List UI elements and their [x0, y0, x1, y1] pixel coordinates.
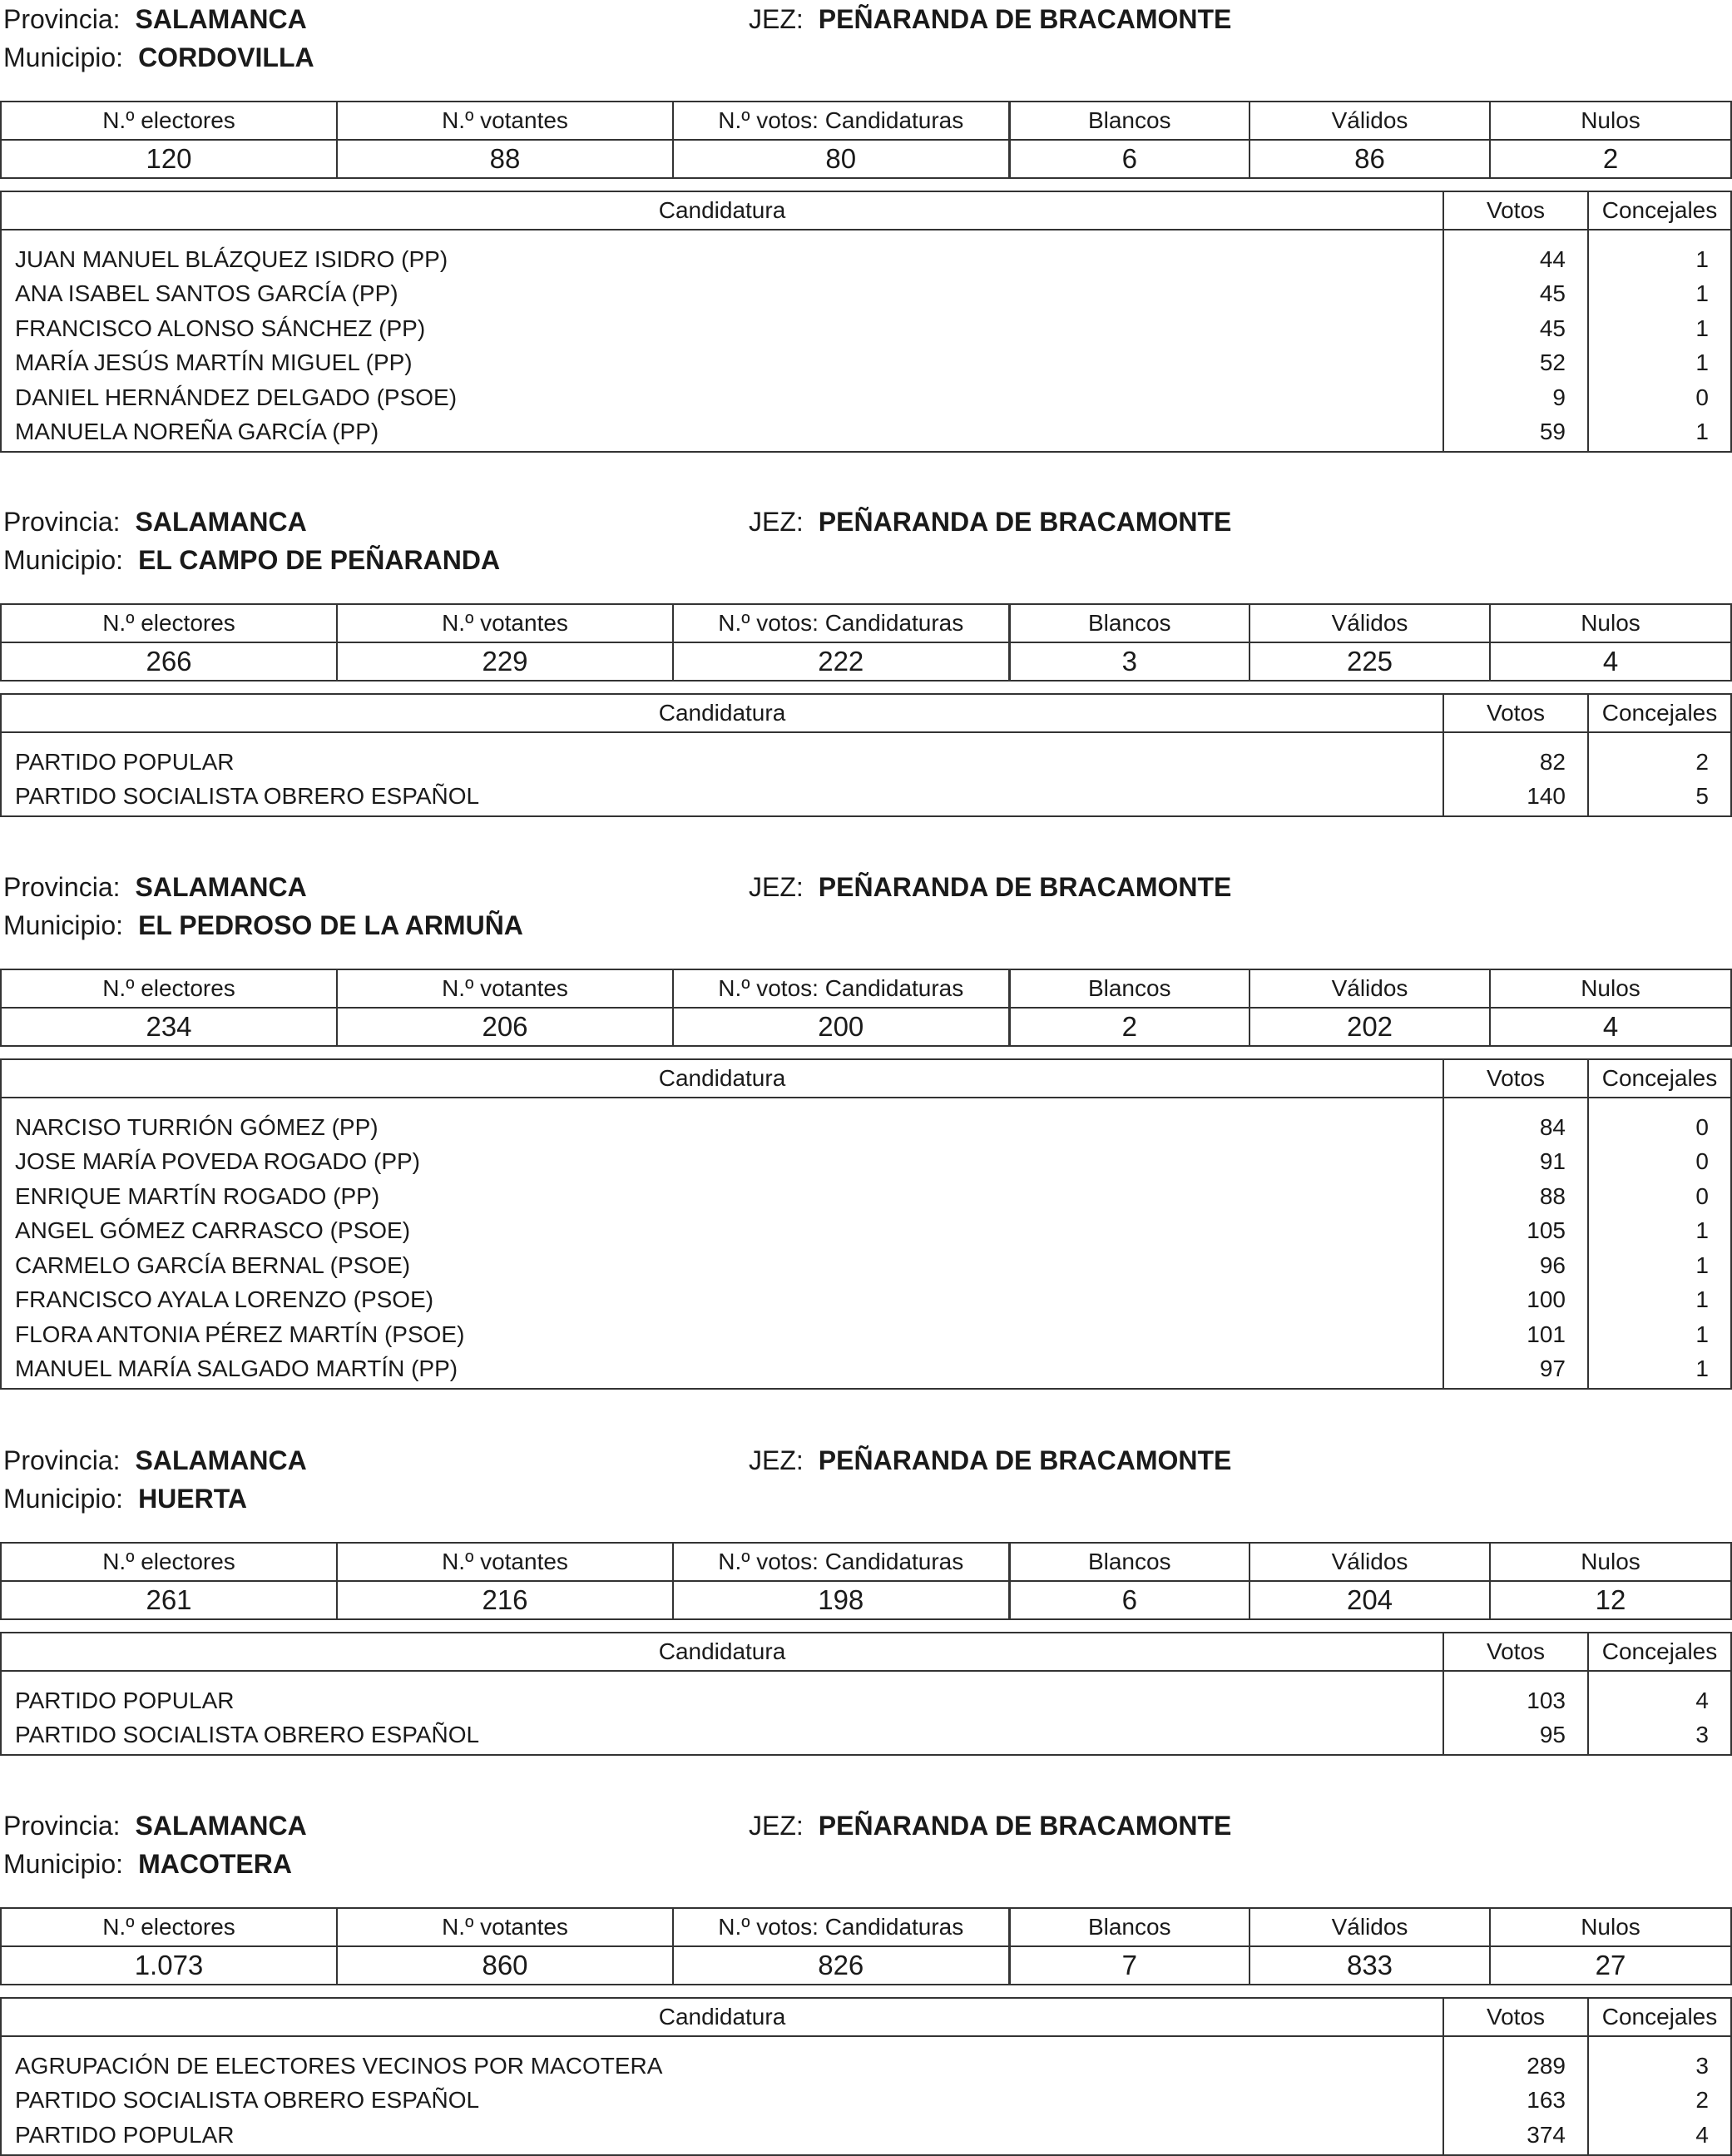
concejales-header: Concejales — [1588, 694, 1731, 732]
votos-header: Votos — [1443, 1633, 1588, 1671]
candidate-votos: 96 — [1443, 1248, 1588, 1283]
summary-header-validos: Válidos — [1250, 969, 1490, 1008]
candidate-votos: 82 — [1443, 732, 1588, 780]
summary-value-votos_cand: 200 — [673, 1008, 1009, 1046]
summary-header-electores: N.º electores — [1, 969, 337, 1008]
candidate-concejales: 1 — [1588, 311, 1731, 346]
summary-header-blancos: Blancos — [1009, 604, 1250, 642]
votos-header: Votos — [1443, 1998, 1588, 2036]
candidate-name: PARTIDO SOCIALISTA OBRERO ESPAÑOL — [1, 1718, 1443, 1756]
jez-value: PEÑARANDA DE BRACAMONTE — [818, 872, 1232, 902]
summary-header-nulos: Nulos — [1490, 1908, 1731, 1946]
candidate-row — [1, 2036, 1731, 2084]
candidate-concejales: 1 — [1588, 1214, 1731, 1249]
candidate-concejales: 2 — [1588, 2084, 1731, 2119]
candidate-concejales: 2 — [1588, 732, 1731, 780]
candidate-name: PARTIDO POPULAR — [1, 1671, 1443, 1718]
candidate-name: JUAN MANUEL BLÁZQUEZ ISIDRO (PP) — [1, 230, 1443, 277]
candidate-name: FRANCISCO ALONSO SÁNCHEZ (PP) — [1, 311, 1443, 346]
provincia-label: Provincia: — [3, 1445, 121, 1475]
candidates-table — [0, 1632, 1732, 1756]
summary-header-electores: N.º electores — [1, 1908, 337, 1946]
summary-value-electores: 1.073 — [1, 1946, 337, 1985]
summary-header-votos_cand: N.º votos: Candidaturas — [673, 1908, 1009, 1946]
summary-values-row — [1, 1008, 1731, 1046]
provincia-label: Provincia: — [3, 872, 121, 902]
votos-header: Votos — [1443, 1059, 1588, 1098]
summary-header-nulos: Nulos — [1490, 1543, 1731, 1581]
provincia-value: SALAMANCA — [135, 872, 307, 902]
summary-values-row — [1, 140, 1731, 178]
candidate-name: ANA ISABEL SANTOS GARCÍA (PP) — [1, 277, 1443, 312]
summary-value-blancos: 3 — [1009, 642, 1250, 681]
jez-label: JEZ: — [749, 507, 804, 537]
candidates-table — [0, 1058, 1732, 1390]
summary-header-nulos: Nulos — [1490, 102, 1731, 140]
summary-value-nulos: 12 — [1490, 1581, 1731, 1619]
summary-table — [0, 969, 1732, 1047]
candidate-name: PARTIDO POPULAR — [1, 732, 1443, 780]
candidate-row — [1, 1179, 1731, 1214]
candidates-table — [0, 191, 1732, 453]
municipio-line — [3, 1847, 292, 1881]
summary-header-electores: N.º electores — [1, 604, 337, 642]
candidate-votos: 105 — [1443, 1214, 1588, 1249]
municipio-line — [3, 1482, 247, 1515]
candidate-name: FRANCISCO AYALA LORENZO (PSOE) — [1, 1283, 1443, 1318]
candidate-row — [1, 1214, 1731, 1249]
summary-table — [0, 603, 1732, 681]
candidate-votos: 374 — [1443, 2118, 1588, 2155]
candidate-name: NARCISO TURRIÓN GÓMEZ (PP) — [1, 1098, 1443, 1145]
municipio-label: Municipio: — [3, 1849, 124, 1879]
municipio-value: MACOTERA — [138, 1849, 292, 1879]
summary-header-votos_cand: N.º votos: Candidaturas — [673, 102, 1009, 140]
provincia-value: SALAMANCA — [135, 1445, 307, 1475]
summary-value-nulos: 4 — [1490, 1008, 1731, 1046]
summary-value-votantes: 229 — [337, 642, 673, 681]
candidate-row — [1, 1671, 1731, 1718]
jez-value: PEÑARANDA DE BRACAMONTE — [818, 4, 1232, 34]
jez-label: JEZ: — [749, 1445, 804, 1475]
candidate-row — [1, 1145, 1731, 1180]
provincia-value: SALAMANCA — [135, 4, 307, 34]
candidate-concejales: 1 — [1588, 346, 1731, 381]
summary-table — [0, 1907, 1732, 1985]
candidate-row — [1, 2084, 1731, 2119]
summary-header-row — [1, 102, 1731, 140]
jez-value: PEÑARANDA DE BRACAMONTE — [818, 1811, 1232, 1841]
municipio-label: Municipio: — [3, 910, 124, 940]
jez-line — [749, 870, 1231, 904]
municipio-value: EL PEDROSO DE LA ARMUÑA — [138, 910, 523, 940]
provincia-line — [3, 870, 307, 904]
provincia-value: SALAMANCA — [135, 1811, 307, 1841]
candidate-concejales: 1 — [1588, 230, 1731, 277]
summary-value-blancos: 2 — [1009, 1008, 1250, 1046]
summary-header-votos_cand: N.º votos: Candidaturas — [673, 1543, 1009, 1581]
candidate-name: ANGEL GÓMEZ CARRASCO (PSOE) — [1, 1214, 1443, 1249]
candidate-votos: 100 — [1443, 1283, 1588, 1318]
summary-value-validos: 225 — [1250, 642, 1490, 681]
jez-value: PEÑARANDA DE BRACAMONTE — [818, 507, 1232, 537]
municipio-label: Municipio: — [3, 545, 124, 575]
candidates-header-row — [1, 191, 1731, 230]
candidate-concejales: 1 — [1588, 415, 1731, 453]
candidate-votos: 95 — [1443, 1718, 1588, 1756]
candidate-row — [1, 1283, 1731, 1318]
summary-values-row — [1, 642, 1731, 681]
candidatura-header: Candidatura — [1, 1998, 1443, 2036]
summary-table — [0, 1542, 1732, 1620]
summary-value-votantes: 216 — [337, 1581, 673, 1619]
summary-header-votantes: N.º votantes — [337, 102, 673, 140]
summary-header-votantes: N.º votantes — [337, 969, 673, 1008]
candidate-votos: 289 — [1443, 2036, 1588, 2084]
candidate-name: CARMELO GARCÍA BERNAL (PSOE) — [1, 1248, 1443, 1283]
candidate-votos: 140 — [1443, 780, 1588, 817]
candidate-row — [1, 230, 1731, 277]
jez-label: JEZ: — [749, 872, 804, 902]
candidate-votos: 91 — [1443, 1145, 1588, 1180]
summary-value-blancos: 7 — [1009, 1946, 1250, 1985]
candidate-concejales: 0 — [1588, 1179, 1731, 1214]
summary-value-votantes: 206 — [337, 1008, 673, 1046]
candidate-row — [1, 1718, 1731, 1756]
summary-header-blancos: Blancos — [1009, 1543, 1250, 1581]
summary-values-row — [1, 1946, 1731, 1985]
candidate-name: JOSE MARÍA POVEDA ROGADO (PP) — [1, 1145, 1443, 1180]
candidate-name: AGRUPACIÓN DE ELECTORES VECINOS POR MACOTERA — [1, 2036, 1443, 2084]
municipio-line — [3, 41, 314, 74]
summary-header-blancos: Blancos — [1009, 969, 1250, 1008]
candidate-concejales: 1 — [1588, 1283, 1731, 1318]
candidates-table — [0, 1997, 1732, 2156]
candidate-name: MARÍA JESÚS MARTÍN MIGUEL (PP) — [1, 346, 1443, 381]
candidate-row — [1, 380, 1731, 415]
candidate-concejales: 3 — [1588, 2036, 1731, 2084]
summary-value-electores: 234 — [1, 1008, 337, 1046]
municipio-value: EL CAMPO DE PEÑARANDA — [138, 545, 501, 575]
candidate-concejales: 1 — [1588, 1352, 1731, 1390]
summary-header-votantes: N.º votantes — [337, 1543, 673, 1581]
candidate-name: MANUEL MARÍA SALGADO MARTÍN (PP) — [1, 1352, 1443, 1390]
summary-header-votos_cand: N.º votos: Candidaturas — [673, 969, 1009, 1008]
jez-value: PEÑARANDA DE BRACAMONTE — [818, 1445, 1232, 1475]
summary-header-row — [1, 969, 1731, 1008]
candidate-votos: 52 — [1443, 346, 1588, 381]
summary-header-validos: Válidos — [1250, 1543, 1490, 1581]
concejales-header: Concejales — [1588, 1998, 1731, 2036]
votos-header: Votos — [1443, 191, 1588, 230]
summary-values-row — [1, 1581, 1731, 1619]
candidate-votos: 88 — [1443, 1179, 1588, 1214]
candidate-votos: 97 — [1443, 1352, 1588, 1390]
candidates-header-row — [1, 694, 1731, 732]
summary-value-votos_cand: 198 — [673, 1581, 1009, 1619]
summary-header-validos: Válidos — [1250, 102, 1490, 140]
candidate-name: PARTIDO SOCIALISTA OBRERO ESPAÑOL — [1, 780, 1443, 817]
municipio-value: CORDOVILLA — [138, 42, 314, 72]
candidate-votos: 103 — [1443, 1671, 1588, 1718]
candidate-name: ENRIQUE MARTÍN ROGADO (PP) — [1, 1179, 1443, 1214]
summary-value-blancos: 6 — [1009, 1581, 1250, 1619]
candidate-row — [1, 277, 1731, 312]
candidate-concejales: 4 — [1588, 1671, 1731, 1718]
candidate-votos: 44 — [1443, 230, 1588, 277]
summary-header-row — [1, 604, 1731, 642]
summary-header-validos: Válidos — [1250, 604, 1490, 642]
summary-header-votantes: N.º votantes — [337, 1908, 673, 1946]
summary-value-blancos: 6 — [1009, 140, 1250, 178]
provincia-line — [3, 2, 307, 36]
candidate-votos: 9 — [1443, 380, 1588, 415]
candidate-row — [1, 415, 1731, 453]
summary-header-nulos: Nulos — [1490, 969, 1731, 1008]
concejales-header: Concejales — [1588, 191, 1731, 230]
candidate-name: MANUELA NOREÑA GARCÍA (PP) — [1, 415, 1443, 453]
candidate-votos: 59 — [1443, 415, 1588, 453]
provincia-value: SALAMANCA — [135, 507, 307, 537]
candidate-name: FLORA ANTONIA PÉREZ MARTÍN (PSOE) — [1, 1317, 1443, 1352]
candidate-votos: 163 — [1443, 2084, 1588, 2119]
candidate-concejales: 0 — [1588, 380, 1731, 415]
candidate-row — [1, 1098, 1731, 1145]
concejales-header: Concejales — [1588, 1633, 1731, 1671]
summary-value-votos_cand: 826 — [673, 1946, 1009, 1985]
candidate-concejales: 0 — [1588, 1098, 1731, 1145]
candidate-concejales: 1 — [1588, 277, 1731, 312]
summary-header-validos: Válidos — [1250, 1908, 1490, 1946]
jez-label: JEZ: — [749, 4, 804, 34]
candidates-header-row — [1, 1998, 1731, 2036]
summary-table — [0, 101, 1732, 179]
candidate-row — [1, 1248, 1731, 1283]
summary-header-electores: N.º electores — [1, 1543, 337, 1581]
municipio-value: HUERTA — [138, 1484, 248, 1514]
summary-value-votos_cand: 80 — [673, 140, 1009, 178]
candidate-votos: 101 — [1443, 1317, 1588, 1352]
summary-value-votos_cand: 222 — [673, 642, 1009, 681]
candidatura-header: Candidatura — [1, 694, 1443, 732]
candidate-concejales: 3 — [1588, 1718, 1731, 1756]
jez-line — [749, 1809, 1231, 1842]
candidates-table — [0, 693, 1732, 817]
summary-value-votantes: 88 — [337, 140, 673, 178]
summary-value-nulos: 4 — [1490, 642, 1731, 681]
candidate-votos: 84 — [1443, 1098, 1588, 1145]
municipio-line — [3, 909, 523, 942]
provincia-label: Provincia: — [3, 4, 121, 34]
municipio-label: Municipio: — [3, 42, 124, 72]
summary-header-votos_cand: N.º votos: Candidaturas — [673, 604, 1009, 642]
jez-line — [749, 2, 1231, 36]
summary-header-blancos: Blancos — [1009, 1908, 1250, 1946]
municipio-line — [3, 543, 500, 577]
candidatura-header: Candidatura — [1, 191, 1443, 230]
summary-value-nulos: 2 — [1490, 140, 1731, 178]
candidatura-header: Candidatura — [1, 1059, 1443, 1098]
provincia-label: Provincia: — [3, 1811, 121, 1841]
candidate-row — [1, 2118, 1731, 2155]
candidate-name: PARTIDO SOCIALISTA OBRERO ESPAÑOL — [1, 2084, 1443, 2119]
candidate-votos: 45 — [1443, 277, 1588, 312]
municipio-label: Municipio: — [3, 1484, 124, 1514]
jez-line — [749, 505, 1231, 538]
summary-header-row — [1, 1908, 1731, 1946]
summary-header-electores: N.º electores — [1, 102, 337, 140]
candidate-row — [1, 346, 1731, 381]
summary-value-validos: 86 — [1250, 140, 1490, 178]
summary-header-row — [1, 1543, 1731, 1581]
candidate-row — [1, 1352, 1731, 1390]
candidate-row — [1, 311, 1731, 346]
candidate-concejales: 1 — [1588, 1317, 1731, 1352]
summary-value-validos: 204 — [1250, 1581, 1490, 1619]
candidates-header-row — [1, 1059, 1731, 1098]
provincia-line — [3, 1444, 307, 1477]
summary-header-nulos: Nulos — [1490, 604, 1731, 642]
candidate-name: DANIEL HERNÁNDEZ DELGADO (PSOE) — [1, 380, 1443, 415]
candidate-row — [1, 780, 1731, 817]
candidate-name: PARTIDO POPULAR — [1, 2118, 1443, 2155]
candidate-concejales: 1 — [1588, 1248, 1731, 1283]
jez-line — [749, 1444, 1231, 1477]
provincia-line — [3, 1809, 307, 1842]
votos-header: Votos — [1443, 694, 1588, 732]
provincia-line — [3, 505, 307, 538]
provincia-label: Provincia: — [3, 507, 121, 537]
summary-value-electores: 261 — [1, 1581, 337, 1619]
candidate-row — [1, 1317, 1731, 1352]
concejales-header: Concejales — [1588, 1059, 1731, 1098]
candidate-concejales: 4 — [1588, 2118, 1731, 2155]
summary-header-blancos: Blancos — [1009, 102, 1250, 140]
candidate-concejales: 5 — [1588, 780, 1731, 817]
candidatura-header: Candidatura — [1, 1633, 1443, 1671]
candidates-header-row — [1, 1633, 1731, 1671]
candidate-votos: 45 — [1443, 311, 1588, 346]
candidate-concejales: 0 — [1588, 1145, 1731, 1180]
summary-value-nulos: 27 — [1490, 1946, 1731, 1985]
summary-header-votantes: N.º votantes — [337, 604, 673, 642]
candidate-row — [1, 732, 1731, 780]
jez-label: JEZ: — [749, 1811, 804, 1841]
summary-value-electores: 266 — [1, 642, 337, 681]
summary-value-electores: 120 — [1, 140, 337, 178]
summary-value-validos: 202 — [1250, 1008, 1490, 1046]
summary-value-validos: 833 — [1250, 1946, 1490, 1985]
summary-value-votantes: 860 — [337, 1946, 673, 1985]
